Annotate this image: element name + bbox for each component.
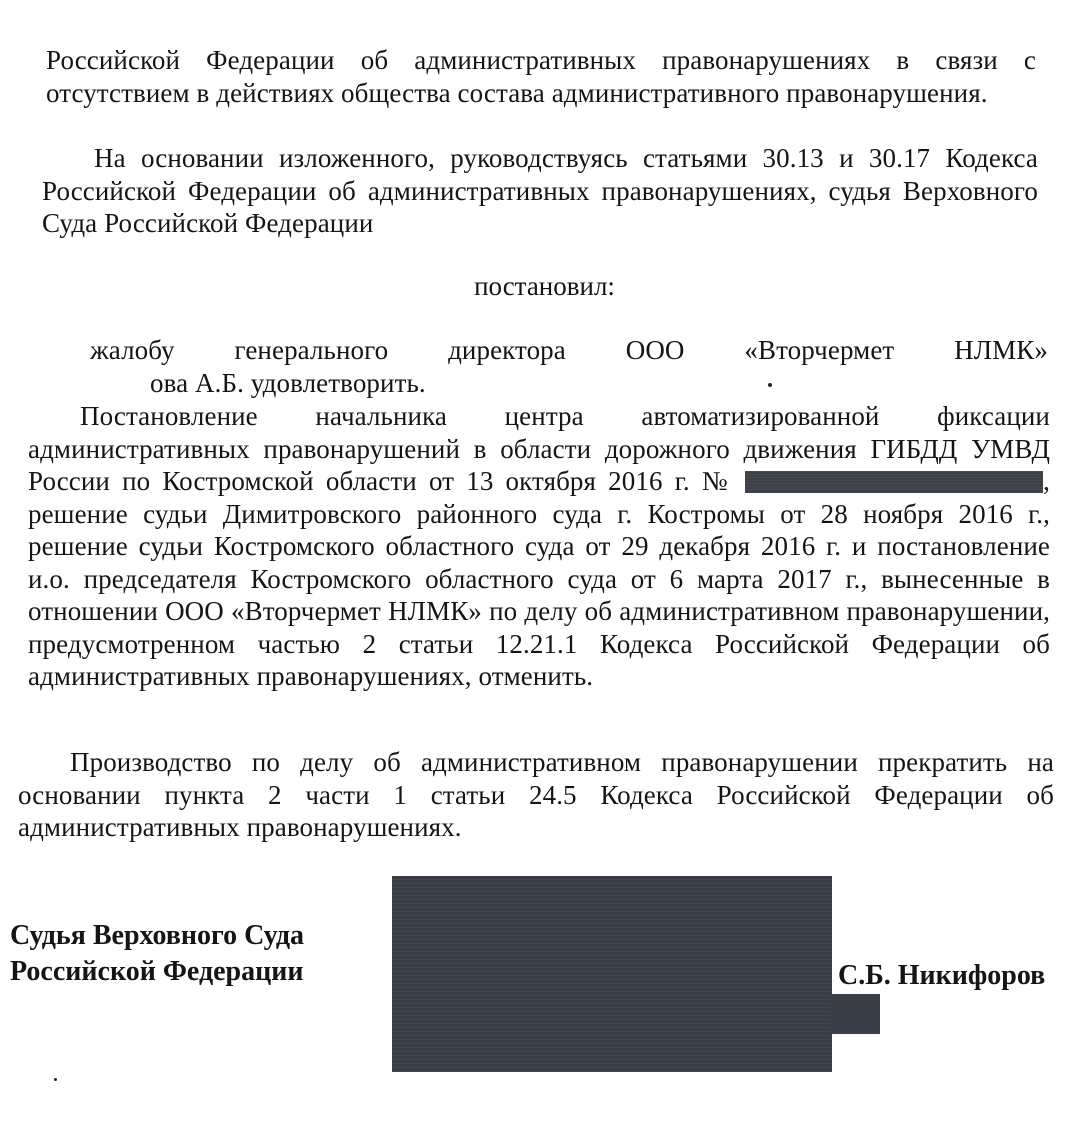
complaint-line-2-text: ова А.Б. удовлетворить. [150, 367, 426, 398]
complaint-line-1: жалобу генерального директора ООО «Вторчермет НЛМК» [90, 335, 1048, 365]
cancel-text-part-1: Постановление начальника центра автоматизированной фиксации административных правонарушений в области дорожного движения ГИБДД УМВД России по Костромской области от 13 октября 2016 г. № [28, 401, 1050, 496]
redacted-name [90, 376, 150, 394]
paragraph-complaint [38, 334, 1048, 399]
judge-title-line-1: Судья Верховного Суда [10, 920, 304, 951]
resolution-heading: постановил: [474, 271, 615, 301]
cancel-text-part-2: , решение судьи Димитровского районного суда г. Костромы от 28 ноября 2016 г., решение судьи Костромского областного суда от 29 декабря 2016 г. и постановление и.о. председателя Костромского областного суда от 6 марта 2017 г., вынесенные в отношении ООО «Вторчермет НЛМК» по делу об административном правонарушении, предусмотренном частью 2 статьи 12.21.1 Кодекса Российской Федерации об административных правонарушениях, отменить. [28, 466, 1050, 691]
paragraph-cancel-decisions [28, 400, 1050, 693]
paragraph-conclusion: Российской Федерации об административных правонарушениях в связи с отсутствием в действиях общества состава административного правонарушения. [46, 45, 1036, 108]
judge-name: С.Б. Никифоров [838, 960, 1046, 991]
judge-title-line-2: Российской Федерации [10, 956, 304, 987]
redacted-signature [392, 876, 832, 1072]
paragraph-terminate: Производство по делу об административном правонарушении прекратить на основании пункта 2 части 1 статьи 24.5 Кодекса Российской Федерации об административных правонарушениях. [18, 747, 1054, 842]
judge-title [10, 918, 304, 990]
redacted-signature-tab [830, 994, 880, 1034]
redacted-decision-number [745, 471, 1043, 493]
paragraph-basis: На основании изложенного, руководствуясь статьями 30.13 и 30.17 Кодекса Российской Федерации об административных правонарушениях, судья Верховного Суда Российской Федерации [42, 143, 1038, 238]
scan-speck [54, 1078, 57, 1081]
scan-speck [768, 383, 772, 387]
complaint-line-2 [38, 367, 1048, 400]
